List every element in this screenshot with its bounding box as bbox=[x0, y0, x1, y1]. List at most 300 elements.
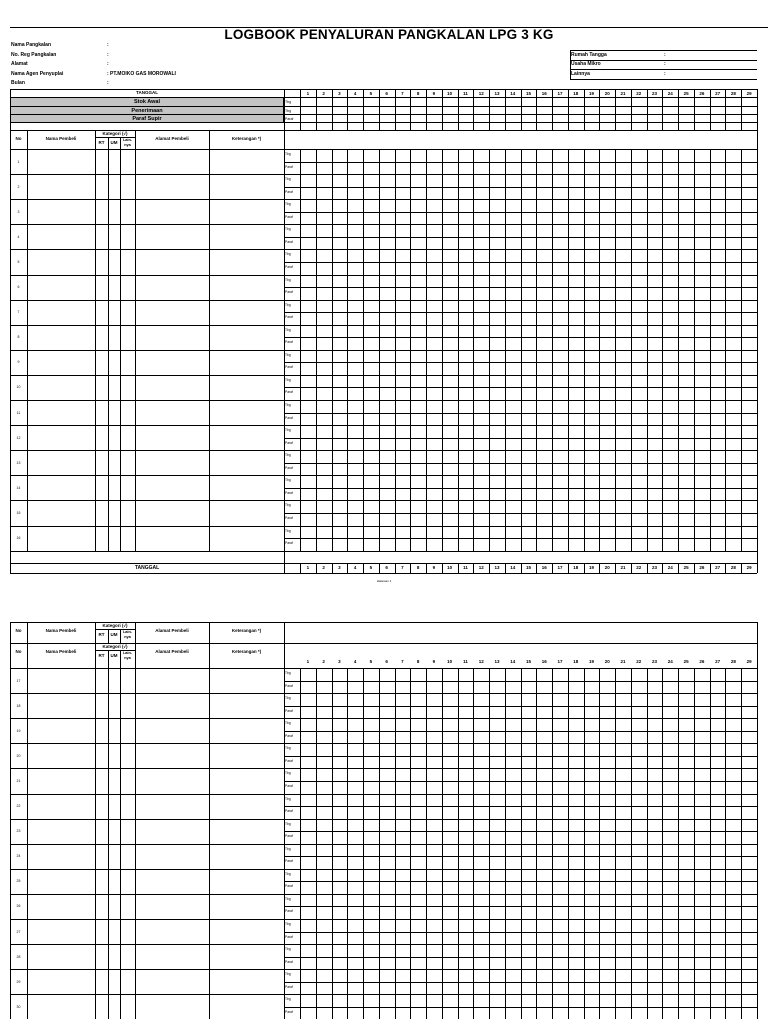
grid-line bbox=[95, 130, 96, 149]
row-number: 4 bbox=[17, 234, 20, 239]
unit-label: Paraf bbox=[285, 859, 293, 864]
top-border bbox=[10, 27, 768, 28]
grid-line bbox=[108, 149, 109, 551]
row-line bbox=[10, 475, 757, 476]
unit-label: Tbg bbox=[285, 696, 291, 701]
day-number: 17 bbox=[557, 659, 563, 664]
grid-line bbox=[489, 89, 490, 130]
day-number: 20 bbox=[604, 91, 610, 96]
day-number: 5 bbox=[369, 91, 373, 96]
day-number: 2 bbox=[322, 565, 325, 570]
day-number: 29 bbox=[746, 565, 752, 570]
grid-line bbox=[395, 668, 396, 1019]
unit-label: Tbg bbox=[285, 453, 291, 458]
grid-line bbox=[284, 668, 285, 1019]
grid-line bbox=[95, 643, 96, 668]
row-line bbox=[10, 668, 757, 669]
grid-line bbox=[27, 668, 28, 1019]
grid-line bbox=[347, 89, 348, 130]
col-rt-header: RT bbox=[98, 140, 105, 145]
grid-line bbox=[209, 149, 210, 551]
row-line bbox=[10, 743, 757, 744]
day-number: 29 bbox=[746, 659, 752, 664]
grid-line bbox=[426, 668, 427, 1019]
unit-label: Paraf bbox=[285, 465, 293, 470]
category-value: : bbox=[664, 71, 666, 77]
grid-line bbox=[489, 149, 490, 551]
grid-line bbox=[725, 89, 726, 130]
unit-label: Paraf bbox=[285, 984, 293, 989]
grid-line bbox=[505, 668, 506, 1019]
grid-line bbox=[332, 149, 333, 551]
grid-line bbox=[678, 668, 679, 1019]
col-nama-header: Nama Pembeli bbox=[45, 136, 77, 141]
grid-line bbox=[647, 89, 648, 130]
grid-line bbox=[647, 668, 648, 1019]
day-number: 27 bbox=[715, 659, 721, 664]
day-number: 11 bbox=[463, 659, 468, 664]
grid-line bbox=[363, 149, 364, 551]
col-nama-header: Nama Pembeli bbox=[45, 628, 77, 633]
grid-line bbox=[95, 622, 96, 643]
day-number: 15 bbox=[525, 91, 531, 96]
grid-line bbox=[426, 89, 427, 130]
grid-line bbox=[108, 668, 109, 1019]
grid-line bbox=[332, 89, 333, 130]
col-ket-header: Keterangan *) bbox=[231, 628, 262, 633]
row-line bbox=[10, 300, 757, 301]
day-number: 3 bbox=[338, 565, 341, 570]
row-number: 10 bbox=[16, 385, 21, 390]
day-number: 3 bbox=[338, 91, 341, 96]
category-label: Lainnya bbox=[571, 71, 590, 77]
day-number: 25 bbox=[683, 565, 689, 570]
grid-line bbox=[458, 89, 459, 130]
grid-line bbox=[710, 668, 711, 1019]
grid-line bbox=[458, 668, 459, 1019]
info-value: : bbox=[107, 52, 109, 58]
day-number: 24 bbox=[667, 91, 673, 96]
grid-line bbox=[584, 89, 585, 130]
row-line bbox=[10, 350, 757, 351]
grid-line bbox=[599, 668, 600, 1019]
grid-line bbox=[584, 668, 585, 1019]
day-number: 18 bbox=[573, 565, 579, 570]
day-number: 4 bbox=[353, 91, 357, 96]
stock-row-text: Stok Awal bbox=[134, 99, 160, 105]
grid-line bbox=[757, 622, 758, 668]
unit-label: Tbg bbox=[285, 947, 291, 952]
grid-line bbox=[347, 668, 348, 1019]
unit-label: Paraf bbox=[285, 117, 294, 121]
unit-label: Tbg bbox=[285, 152, 291, 156]
grid-line bbox=[725, 149, 726, 551]
row-number: 2 bbox=[17, 184, 20, 189]
grid-line bbox=[332, 668, 333, 1019]
day-number: 21 bbox=[620, 659, 626, 664]
grid-line bbox=[209, 622, 210, 643]
unit-label: Tbg bbox=[285, 997, 291, 1002]
unit-label: Tbg bbox=[285, 771, 291, 776]
grid-line bbox=[741, 149, 742, 551]
row-number: 23 bbox=[16, 829, 21, 834]
day-number: 9 bbox=[432, 659, 436, 664]
day-number: 18 bbox=[573, 91, 579, 96]
unit-label: Paraf bbox=[285, 934, 293, 939]
grid-line bbox=[10, 643, 11, 668]
tanggal-label: TANGGAL bbox=[136, 90, 158, 95]
grid-line bbox=[536, 89, 537, 130]
unit-label: Tbg bbox=[285, 202, 291, 207]
unit-label: Paraf bbox=[285, 733, 293, 738]
grid-line bbox=[489, 668, 490, 1019]
grid-line bbox=[209, 643, 210, 668]
unit-label: Tbg bbox=[285, 972, 291, 977]
row-line bbox=[10, 693, 757, 694]
grid-line bbox=[316, 668, 317, 1019]
grid-line bbox=[442, 89, 443, 130]
day-number: 12 bbox=[478, 565, 484, 570]
row-number: 15 bbox=[16, 510, 21, 515]
row-number: 6 bbox=[17, 285, 20, 290]
day-number: 26 bbox=[699, 91, 705, 96]
unit-label: Paraf bbox=[285, 959, 293, 964]
col-lain-header: Lain-nya bbox=[122, 138, 133, 147]
grid-line bbox=[741, 89, 742, 130]
grid-line bbox=[678, 89, 679, 130]
grid-line bbox=[108, 650, 109, 668]
row-line bbox=[10, 149, 757, 150]
col-um-header: UM bbox=[110, 653, 118, 658]
row-line bbox=[10, 199, 757, 200]
row-number: 25 bbox=[16, 879, 21, 884]
row-line bbox=[10, 819, 757, 820]
unit-label: Paraf bbox=[285, 758, 293, 763]
grid-line bbox=[458, 149, 459, 551]
day-number: 16 bbox=[541, 91, 547, 96]
col-lain-header: Lain-nya bbox=[122, 651, 133, 660]
day-number: 13 bbox=[494, 659, 500, 664]
row-number: 9 bbox=[17, 360, 20, 365]
row-line bbox=[10, 994, 757, 995]
unit-label: Paraf bbox=[285, 415, 293, 420]
grid-line bbox=[615, 149, 616, 551]
unit-label: Tbg bbox=[285, 327, 291, 332]
row-number: 29 bbox=[16, 979, 21, 984]
category-value: : bbox=[664, 61, 666, 67]
unit-label: Paraf bbox=[285, 809, 293, 814]
day-number: 25 bbox=[683, 91, 689, 96]
grid-line bbox=[10, 130, 11, 149]
day-number: 19 bbox=[589, 91, 595, 96]
grid-line bbox=[694, 89, 695, 130]
day-number: 10 bbox=[447, 565, 453, 570]
day-number: 24 bbox=[667, 565, 673, 570]
grid-line bbox=[135, 130, 136, 149]
unit-label: Tbg bbox=[285, 846, 291, 851]
grid-line bbox=[725, 668, 726, 1019]
day-number: 26 bbox=[699, 565, 705, 570]
info-label: Alamat bbox=[11, 61, 28, 67]
unit-label: Tbg bbox=[285, 403, 291, 407]
row-line bbox=[10, 894, 757, 895]
day-number: 5 bbox=[369, 565, 373, 570]
grid-line bbox=[27, 149, 28, 551]
day-number: 21 bbox=[620, 91, 626, 96]
unit-label: Tbg bbox=[285, 302, 291, 307]
col-lain-header: Lain-nya bbox=[122, 630, 133, 639]
category-box-line bbox=[570, 69, 757, 70]
row-number: 22 bbox=[16, 804, 21, 809]
col-kategori-header: Kategori (√) bbox=[102, 623, 128, 628]
day-number: 14 bbox=[510, 565, 516, 570]
row-line bbox=[10, 174, 757, 175]
row-line bbox=[10, 869, 757, 870]
category-label: Usaha Mikro bbox=[571, 61, 601, 67]
info-label: Bulan bbox=[11, 80, 25, 86]
grid-line bbox=[284, 89, 285, 130]
category-label: Rumah Tangga bbox=[571, 52, 607, 58]
unit-label: Paraf bbox=[285, 708, 293, 713]
col-alamat-header: Alamat Pembeli bbox=[155, 628, 189, 633]
grid-line bbox=[10, 622, 11, 643]
footer-tanggal-label: TANGGAL bbox=[134, 565, 160, 571]
day-number: 27 bbox=[715, 91, 721, 96]
page-number: Halaman 1 bbox=[376, 579, 392, 583]
day-number: 27 bbox=[715, 565, 721, 570]
day-number: 22 bbox=[636, 565, 642, 570]
day-number: 19 bbox=[589, 659, 595, 664]
grid-line bbox=[120, 668, 121, 1019]
row-number: 11 bbox=[16, 410, 21, 415]
grid-line bbox=[410, 149, 411, 551]
day-number: 2 bbox=[322, 659, 325, 664]
row-number: 17 bbox=[16, 678, 21, 683]
day-number: 7 bbox=[401, 659, 404, 664]
grid-line bbox=[757, 563, 758, 573]
grid-line bbox=[410, 89, 411, 130]
unit-label: Paraf bbox=[285, 264, 293, 269]
col-alamat-header: Alamat Pembeli bbox=[155, 649, 189, 654]
day-number: 13 bbox=[494, 91, 500, 96]
day-number: 20 bbox=[604, 659, 610, 664]
row-number: 3 bbox=[17, 209, 20, 214]
row-line bbox=[10, 551, 757, 552]
unit-label: Paraf bbox=[285, 440, 293, 445]
row-line bbox=[10, 944, 757, 945]
grid-line bbox=[631, 668, 632, 1019]
grid-line bbox=[536, 668, 537, 1019]
grid-line bbox=[95, 149, 96, 551]
row-number: 20 bbox=[16, 753, 21, 758]
col-ket-header: Keterangan *) bbox=[231, 649, 262, 654]
grid-line bbox=[209, 130, 210, 149]
grid-line bbox=[426, 149, 427, 551]
footer-line bbox=[10, 573, 757, 574]
grid-line bbox=[615, 89, 616, 130]
unit-label: Paraf bbox=[285, 189, 293, 194]
grid-line bbox=[536, 149, 537, 551]
unit-label: Tbg bbox=[285, 377, 291, 382]
row-number: 19 bbox=[16, 728, 21, 733]
grid-line bbox=[27, 130, 28, 149]
unit-label: Tbg bbox=[285, 277, 291, 282]
grid-line bbox=[552, 668, 553, 1019]
day-number: 6 bbox=[385, 91, 388, 96]
day-number: 26 bbox=[699, 659, 705, 664]
col-ket-header: Keterangan *) bbox=[231, 136, 262, 141]
unit-label: Tbg bbox=[285, 528, 291, 533]
grid-line bbox=[300, 89, 301, 130]
row-line bbox=[10, 375, 757, 376]
info-value: : bbox=[107, 80, 109, 86]
day-number: 14 bbox=[510, 91, 516, 96]
category-box-line bbox=[570, 79, 757, 80]
day-number: 20 bbox=[604, 565, 610, 570]
unit-label: Paraf bbox=[285, 164, 293, 169]
col-kategori-header: Kategori (√) bbox=[102, 644, 128, 649]
unit-label: Tbg bbox=[285, 352, 291, 357]
grid-line bbox=[300, 668, 301, 1019]
row-number: 13 bbox=[16, 460, 21, 465]
day-number: 28 bbox=[730, 565, 736, 570]
grid-line bbox=[505, 89, 506, 130]
day-number: 8 bbox=[416, 565, 420, 570]
day-number: 23 bbox=[652, 565, 658, 570]
grid-line bbox=[662, 149, 663, 551]
day-number: 4 bbox=[353, 565, 357, 570]
day-number: 8 bbox=[416, 659, 420, 664]
day-number: 23 bbox=[652, 659, 658, 664]
grid-line bbox=[108, 137, 109, 149]
stock-row-label bbox=[10, 114, 284, 123]
day-number: 11 bbox=[463, 91, 468, 96]
row-number: 5 bbox=[17, 259, 20, 264]
unit-label: Tbg bbox=[285, 721, 291, 726]
day-number: 2 bbox=[322, 91, 325, 96]
grid-line bbox=[395, 149, 396, 551]
unit-label: Tbg bbox=[285, 478, 291, 483]
info-label: No. Reg Pangkalan bbox=[11, 52, 57, 58]
unit-label: Paraf bbox=[285, 884, 293, 889]
day-number: 28 bbox=[730, 659, 736, 664]
row-line bbox=[10, 450, 757, 451]
grid-line bbox=[395, 89, 396, 130]
stock-row-text: Paraf Supir bbox=[132, 116, 162, 122]
grid-line bbox=[599, 149, 600, 551]
row-number: 30 bbox=[16, 1004, 21, 1009]
day-number: 11 bbox=[463, 565, 468, 570]
day-number: 1 bbox=[306, 565, 310, 570]
unit-label: Tbg bbox=[285, 503, 291, 508]
row-line bbox=[10, 768, 757, 769]
day-number: 16 bbox=[541, 565, 547, 570]
row-line bbox=[10, 224, 757, 225]
day-number: 10 bbox=[447, 91, 453, 96]
day-number: 12 bbox=[478, 659, 484, 664]
row-number: 26 bbox=[16, 904, 21, 909]
category-box-line bbox=[570, 50, 571, 79]
col-nama-header: Nama Pembeli bbox=[45, 649, 77, 654]
grid-line bbox=[284, 130, 285, 149]
day-number: 29 bbox=[746, 91, 752, 96]
grid-line bbox=[135, 643, 136, 668]
unit-label: Paraf bbox=[285, 390, 293, 395]
grid-line bbox=[120, 137, 121, 149]
grid-line bbox=[757, 130, 758, 149]
grid-line bbox=[442, 668, 443, 1019]
grid-line bbox=[678, 149, 679, 551]
day-number: 18 bbox=[573, 659, 579, 664]
day-number: 6 bbox=[385, 659, 388, 664]
unit-label: Paraf bbox=[285, 239, 293, 244]
grid-line bbox=[379, 89, 380, 130]
unit-label: Paraf bbox=[285, 683, 293, 688]
col-um-header: UM bbox=[110, 632, 118, 637]
category-value: : bbox=[664, 52, 666, 58]
row-line bbox=[10, 275, 757, 276]
row-line bbox=[10, 425, 757, 426]
grid-line bbox=[120, 629, 121, 643]
row-number: 27 bbox=[16, 929, 21, 934]
unit-label: Paraf bbox=[285, 290, 293, 295]
row-number: 18 bbox=[16, 703, 21, 708]
unit-label: Paraf bbox=[285, 515, 293, 520]
grid-line bbox=[473, 149, 474, 551]
day-number: 10 bbox=[447, 659, 453, 664]
category-box-line bbox=[570, 60, 757, 61]
day-number: 1 bbox=[306, 659, 310, 664]
grid-line bbox=[120, 650, 121, 668]
unit-label: Tbg bbox=[285, 746, 291, 751]
grid-line bbox=[757, 668, 758, 1019]
day-number: 7 bbox=[401, 565, 404, 570]
grid-line bbox=[363, 89, 364, 130]
row-line bbox=[10, 919, 757, 920]
grid-line bbox=[442, 149, 443, 551]
day-number: 3 bbox=[338, 659, 341, 664]
footer-line bbox=[10, 563, 757, 564]
row-line bbox=[10, 794, 757, 795]
unit-label: Paraf bbox=[285, 541, 293, 546]
row-line bbox=[10, 500, 757, 501]
grid-line bbox=[410, 668, 411, 1019]
col-no-header: No bbox=[15, 649, 22, 654]
row-number: 14 bbox=[16, 485, 21, 490]
info-label: Nama Agen Penyuplai bbox=[11, 71, 64, 77]
unit-label: Paraf bbox=[285, 214, 293, 219]
grid-line bbox=[284, 622, 285, 668]
grid-line bbox=[710, 89, 711, 130]
row-line bbox=[10, 969, 757, 970]
grid-line bbox=[757, 149, 758, 551]
grid-line bbox=[284, 551, 285, 573]
grid-line bbox=[741, 668, 742, 1019]
row-number: 1 bbox=[17, 159, 20, 164]
day-number: 1 bbox=[306, 91, 310, 96]
unit-label: Tbg bbox=[285, 177, 291, 182]
grid-line bbox=[662, 89, 663, 130]
grid-line bbox=[27, 643, 28, 668]
day-number: 5 bbox=[369, 659, 373, 664]
info-value: : PT.MOIKO GAS MOROWALI bbox=[107, 71, 176, 77]
col-alamat-header: Alamat Pembeli bbox=[155, 136, 189, 141]
grid-line bbox=[120, 149, 121, 551]
grid-line bbox=[300, 149, 301, 551]
row-number: 28 bbox=[16, 954, 21, 959]
grid-line bbox=[10, 89, 11, 130]
page-title: LOGBOOK PENYALURAN PANGKALAN LPG 3 KG bbox=[224, 27, 554, 42]
